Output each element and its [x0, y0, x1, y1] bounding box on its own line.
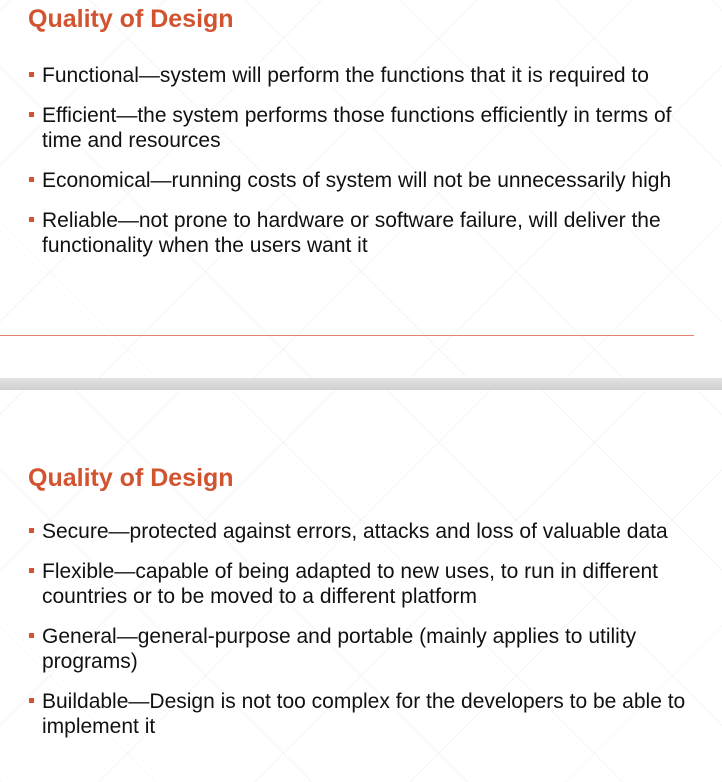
bullet-list	[28, 519, 698, 754]
square-bullet-icon	[29, 217, 34, 222]
square-bullet-icon	[29, 112, 34, 117]
bullet-item	[28, 168, 698, 193]
square-bullet-icon	[29, 72, 34, 77]
bullet-item	[28, 103, 698, 153]
bullet-list	[28, 63, 698, 273]
bullet-item	[28, 208, 698, 258]
bullet-item	[28, 63, 698, 88]
square-bullet-icon	[29, 528, 34, 533]
slide-title: Quality of Design	[28, 5, 234, 33]
slide-title: Quality of Design	[28, 464, 234, 492]
footer-rule	[0, 335, 694, 336]
square-bullet-icon	[29, 633, 34, 638]
bullet-item	[28, 624, 698, 674]
square-bullet-icon	[29, 568, 34, 573]
slide-separator	[0, 378, 722, 390]
square-bullet-icon	[29, 698, 34, 703]
bullet-text: Buildable—Design is not too complex for the developers to be able to implement it	[42, 690, 686, 738]
square-bullet-icon	[29, 177, 34, 182]
bullet-text: Reliable—not prone to hardware or software failure, will deliver the functionality when the users want it	[42, 209, 661, 257]
bullet-text: Flexible—capable of being adapted to new uses, to run in different countries or to be moved to a different platform	[42, 560, 659, 608]
bullet-text: General—general-purpose and portable (mainly applies to utility programs)	[42, 625, 637, 673]
bullet-item	[28, 559, 698, 609]
bullet-item	[28, 689, 698, 739]
slide-1	[0, 0, 722, 378]
bullet-item	[28, 519, 698, 544]
slide-2	[0, 390, 722, 782]
bullet-text: Economical—running costs of system will not be unnecessarily high	[42, 169, 672, 192]
bullet-text: Functional—system will perform the functions that it is required to	[42, 64, 649, 87]
bullet-text: Secure—protected against errors, attacks and loss of valuable data	[42, 520, 668, 543]
bullet-text: Efficient—the system performs those functions efficiently in terms of time and resources	[42, 104, 672, 152]
